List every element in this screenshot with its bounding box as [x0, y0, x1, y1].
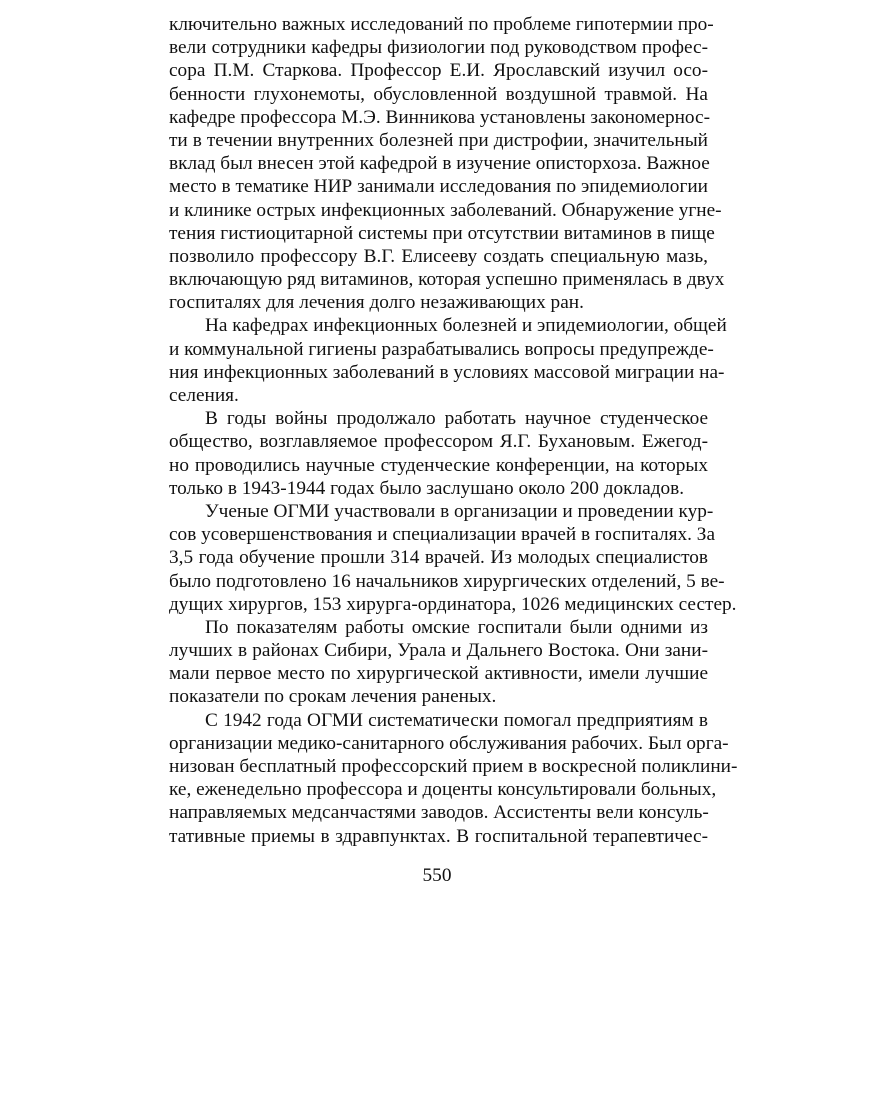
text-line: кафедре профессора М.Э. Винникова установлены закономернос-	[169, 106, 711, 128]
text-line: и клинике острых инфекционных заболеваний. Обнаружение угне-	[169, 199, 722, 221]
paragraph	[169, 13, 725, 314]
text-line: тативные приемы в здравпунктах. В госпитальной терапевтичес-	[169, 825, 708, 847]
text-line: Ученые ОГМИ участвовали в организации и проведении кур-	[205, 500, 714, 522]
text-line: В годы войны продолжало работать научное студенческое	[205, 408, 708, 430]
text-line: низован бесплатный профессорский прием в воскресной поликлини-	[169, 756, 738, 777]
text-line: С 1942 года ОГМИ систематически помогал предприятиям в	[205, 709, 708, 731]
paragraph	[169, 709, 738, 848]
text-line: но проводились научные студенческие конференции, на которых	[169, 454, 708, 476]
text-line: только в 1943-1944 годах было заслушано около 200 докладов.	[169, 477, 685, 499]
text-line: и коммунальной гигиены разрабатывались вопросы предупрежде-	[169, 338, 714, 360]
text-line: На кафедрах инфекционных болезней и эпидемиологии, общей	[205, 315, 727, 337]
text-line: вели сотрудники кафедры физиологии под руководством профес-	[169, 37, 708, 59]
text-line: показатели по срокам лечения раненых.	[169, 686, 497, 708]
page-number: 550	[422, 865, 452, 886]
text-line: позволило профессору В.Г. Елисееву создать специальную мазь,	[169, 245, 708, 267]
text-line: организации медико-санитарного обслуживания рабочих. Был орга-	[169, 732, 729, 754]
paragraph	[169, 407, 708, 500]
text-line: бенности глухонемоты, обусловленной воздушной травмой. На	[169, 83, 708, 105]
text-line: 3,5 года обучение прошли 314 врачей. Из молодых специалистов	[169, 547, 708, 569]
text-line: сора П.М. Старкова. Профессор Е.И. Ярославский изучил осо-	[169, 60, 708, 82]
text-line: ключительно важных исследований по проблеме гипотермии про-	[169, 14, 714, 35]
text-line: ния инфекционных заболеваний в условиях массовой миграции на-	[169, 361, 725, 383]
text-line: лучших в районах Сибири, Урала и Дальнего Востока. Они зани-	[169, 640, 708, 662]
text-line: госпиталях для лечения долго незаживающих ран.	[169, 292, 584, 314]
paragraph	[169, 500, 737, 616]
text-line: дущих хирургов, 153 хирурга-ординатора, 1026 медицинских сестер.	[169, 593, 737, 615]
text-line: сов усовершенствования и специализации врачей в госпиталях. За	[169, 524, 716, 546]
text-line: вклад был внесен этой кафедрой в изучение описторхоза. Важное	[169, 153, 710, 175]
text-line: направляемых медсанчастями заводов. Ассистенты вели консуль-	[169, 802, 709, 824]
paragraph	[169, 616, 708, 709]
text-line: селения.	[169, 385, 239, 406]
text-line: место в тематике НИР занимали исследования по эпидемиологии	[169, 176, 708, 198]
text-line: мали первое место по хирургической активности, имели лучшие	[169, 663, 708, 685]
text-line: включающую ряд витаминов, которая успешно применялась в двух	[169, 269, 725, 291]
text-line: было подготовлено 16 начальников хирургических отделений, 5 ве-	[169, 570, 725, 592]
paragraph	[169, 314, 727, 407]
text-line: тения гистиоцитарной системы при отсутствии витаминов в пище	[169, 222, 715, 244]
text-line: ти в течении внутренних болезней при дистрофии, значительный	[169, 129, 708, 151]
text-line: По показателям работы омские госпитали были одними из	[205, 616, 708, 638]
text-line: ке, еженедельно профессора и доценты консультировали больных,	[169, 779, 717, 801]
text-line: общество, возглавляемое профессором Я.Г. Бухановым. Ежегод-	[169, 431, 708, 453]
body-text	[169, 13, 738, 848]
